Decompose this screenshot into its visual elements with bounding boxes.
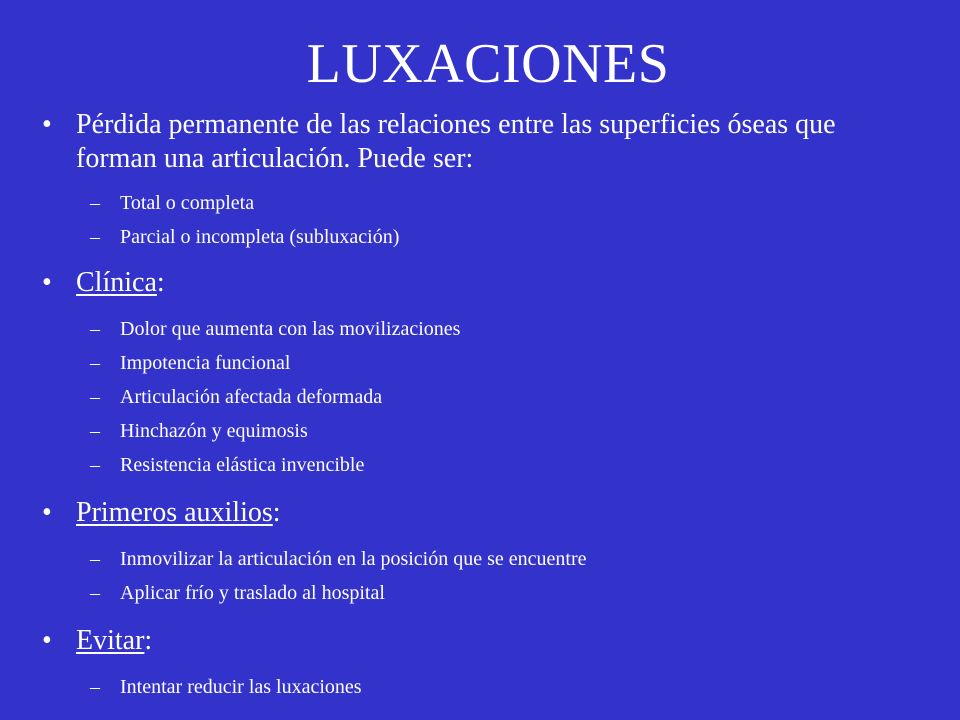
sub-item-text: Dolor que aumenta con las movilizaciones (120, 318, 461, 340)
sub-list (76, 670, 920, 704)
dash-marker: – (90, 226, 100, 248)
sub-list (76, 186, 920, 254)
primeros-auxilios-heading: Primeros auxilios (76, 497, 273, 528)
sub-item-text: Aplicar frío y traslado al hospital (120, 582, 385, 604)
sub-item-text: Intentar reducir las luxaciones (120, 676, 362, 698)
sub-item-text: Hinchazón y equimosis (120, 420, 308, 442)
bullet-clinica (0, 266, 960, 482)
evitar-heading: Evitar (76, 625, 145, 656)
sub-item (76, 670, 920, 704)
sub-item-text: Parcial o incompleta (subluxación) (120, 226, 400, 248)
sub-list (76, 312, 920, 482)
bullet-marker: • (42, 109, 52, 140)
sub-item-text: Inmovilizar la articulación en la posición que se encuentre (120, 548, 587, 570)
sub-item-text: Impotencia funcional (120, 352, 291, 374)
dash-marker: – (90, 548, 100, 570)
sub-item (76, 346, 920, 380)
dash-marker: – (90, 352, 100, 374)
slide-title: LUXACIONES (306, 33, 670, 95)
dash-marker: – (90, 192, 100, 214)
sub-item-text: Resistencia elástica invencible (120, 454, 365, 476)
sub-item (76, 576, 920, 610)
clinica-heading: Clínica (76, 267, 157, 298)
bullet-definition (0, 108, 960, 254)
sub-item-text: Articulación afectada deformada (120, 386, 383, 408)
bullet-marker: • (42, 497, 52, 528)
sub-item (76, 380, 920, 414)
sub-item (76, 414, 920, 448)
sub-item (76, 448, 920, 482)
sub-item (76, 220, 920, 254)
bullet-marker: • (42, 267, 52, 298)
dash-marker: – (90, 454, 100, 476)
heading-colon: : (144, 625, 153, 656)
sub-item (76, 542, 920, 576)
heading-colon: : (272, 497, 281, 528)
dash-marker: – (90, 676, 100, 698)
heading-colon: : (156, 267, 165, 298)
dash-marker: – (90, 582, 100, 604)
bullet-marker: • (42, 625, 52, 656)
sub-item (76, 312, 920, 346)
bullet-evitar (0, 624, 960, 704)
sub-item (76, 186, 920, 220)
bullet-list (0, 108, 960, 704)
definition-text: Pérdida permanente de las relaciones entre las superficies óseas que forman una articulación. Puede ser: (76, 109, 836, 174)
dash-marker: – (90, 386, 100, 408)
dash-marker: – (90, 318, 100, 340)
sub-list (76, 542, 920, 610)
dash-marker: – (90, 420, 100, 442)
sub-item-text: Total o completa (120, 192, 255, 214)
bullet-primeros-auxilios (0, 496, 960, 610)
